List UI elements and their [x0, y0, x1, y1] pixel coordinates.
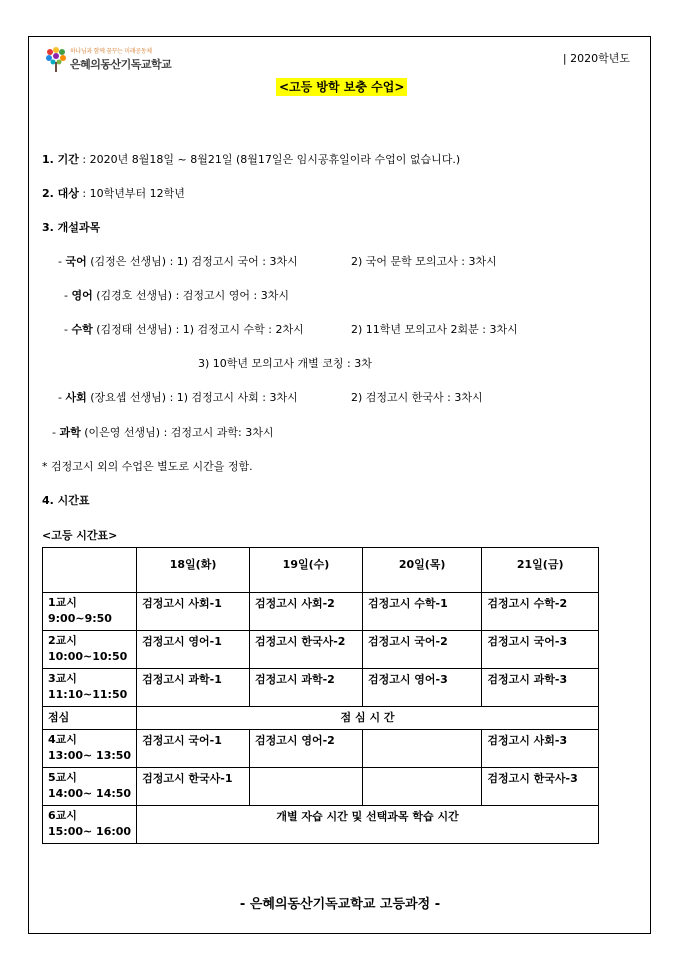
class-cell: 검정고시 한국사-2 [250, 631, 363, 669]
class-cell: 검정고시 사회-1 [137, 593, 250, 631]
day-header: 21일(금) [482, 548, 599, 593]
course-math-third: 3) 10학년 모의고사 개별 코칭 : 3차 [198, 357, 372, 370]
target-line [42, 185, 185, 201]
course-subject: 국어 [65, 255, 87, 268]
class-cell: 검정고시 영어-2 [250, 730, 363, 768]
footer-text: - 은혜의동산기독교학교 고등과정 - [239, 897, 441, 912]
class-cell: 검정고시 국어-1 [137, 730, 250, 768]
day-header: 19일(수) [250, 548, 363, 593]
class-cell: 검정고시 과학-1 [137, 669, 250, 707]
table-row [43, 806, 599, 844]
tree-logo-icon [44, 46, 68, 74]
class-cell: 검정고시 영어-3 [362, 669, 481, 707]
period-text: : 2020년 8월18일 ~ 8월21일 (8월17일은 임시공휴일이라 수업이 없습니다.) [78, 153, 461, 166]
class-cell: 검정고시 수학-1 [362, 593, 481, 631]
day-header: 20일(목) [362, 548, 481, 593]
course-subject: 과학 [59, 426, 81, 439]
day-header: 18일(화) [137, 548, 250, 593]
timetable [42, 547, 599, 844]
period-label: 1. 기간 [42, 153, 79, 166]
timetable-label: 4. 시간표 [42, 494, 90, 507]
class-cell [362, 730, 481, 768]
course-subject: 수학 [71, 323, 93, 336]
class-cell: 검정고시 과학-3 [482, 669, 599, 707]
class-cell: 검정고시 사회-2 [250, 593, 363, 631]
schedule-title: <고등 시간표> [42, 529, 118, 542]
page-title: <고등 방학 보충 수업> [276, 78, 407, 96]
lunch-label-cell: 점심 [43, 707, 137, 730]
lunch-text-cell: 점 심 시 간 [137, 707, 599, 730]
course-subject: 사회 [65, 391, 87, 404]
course-social: - 사회 (장요셉 선생님) : 1) 검정고시 사회 : 3차시 [58, 391, 298, 404]
course-math: - 수학 (김정태 선생님) : 1) 검정고시 수학 : 2차시 [64, 323, 304, 336]
period-cell: 4교시 13:00~ 13:50 [43, 730, 137, 768]
timetable-header-row [43, 548, 599, 593]
class-cell: 검정고시 국어-2 [362, 631, 481, 669]
class-cell [250, 768, 363, 806]
logo-slogan: 하나님과 함께 꿈꾸는 미래공동체 [70, 48, 152, 55]
table-row [43, 669, 599, 707]
course-english: - 영어 (김경호 선생님) : 검정고시 영어 : 3차시 [64, 289, 289, 302]
period-cell: 3교시 11:10~11:50 [43, 669, 137, 707]
lunch-row [43, 707, 599, 730]
course-subject: 영어 [71, 289, 93, 302]
class-cell: 검정고시 국어-3 [482, 631, 599, 669]
period-cell: 5교시 14:00~ 14:50 [43, 768, 137, 806]
school-logo [44, 46, 184, 74]
class-cell: 검정고시 수학-2 [482, 593, 599, 631]
period-line [42, 151, 460, 167]
course-korean: - 국어 (김정은 선생님) : 1) 검정고시 국어 : 3차시 [58, 255, 298, 268]
table-row [43, 593, 599, 631]
self-study-cell: 개별 자습 시간 및 선택과목 학습 시간 [137, 806, 599, 844]
class-cell: 검정고시 한국사-3 [482, 768, 599, 806]
period-cell: 1교시 9:00~9:50 [43, 593, 137, 631]
period-cell: 2교시 10:00~10:50 [43, 631, 137, 669]
logo-school-name: 은혜의동산기독교학교 [70, 58, 172, 71]
table-row [43, 631, 599, 669]
class-cell: 검정고시 영어-1 [137, 631, 250, 669]
class-cell: 검정고시 과학-2 [250, 669, 363, 707]
table-row [43, 730, 599, 768]
table-row [43, 768, 599, 806]
class-cell: 검정고시 한국사-1 [137, 768, 250, 806]
courses-label: 3. 개설과목 [42, 221, 101, 234]
course-math-second: 2) 11학년 모의고사 2회분 : 3차시 [351, 323, 518, 336]
schedule-note: * 검정고시 외의 수업은 별도로 시간을 정함. [42, 460, 253, 473]
target-label: 2. 대상 [42, 187, 79, 200]
course-korean-second: 2) 국어 문학 모의고사 : 3차시 [351, 255, 497, 268]
period-cell: 6교시 15:00~ 16:00 [43, 806, 137, 844]
school-year: | 2020학년도 [562, 52, 630, 65]
header-empty-cell [43, 548, 137, 593]
course-social-second: 2) 검정고시 한국사 : 3차시 [351, 391, 483, 404]
course-science: - 과학 (이은영 선생님) : 검정고시 과학: 3차시 [52, 426, 274, 439]
target-text: : 10학년부터 12학년 [78, 187, 185, 200]
class-cell [362, 768, 481, 806]
class-cell: 검정고시 사회-3 [482, 730, 599, 768]
